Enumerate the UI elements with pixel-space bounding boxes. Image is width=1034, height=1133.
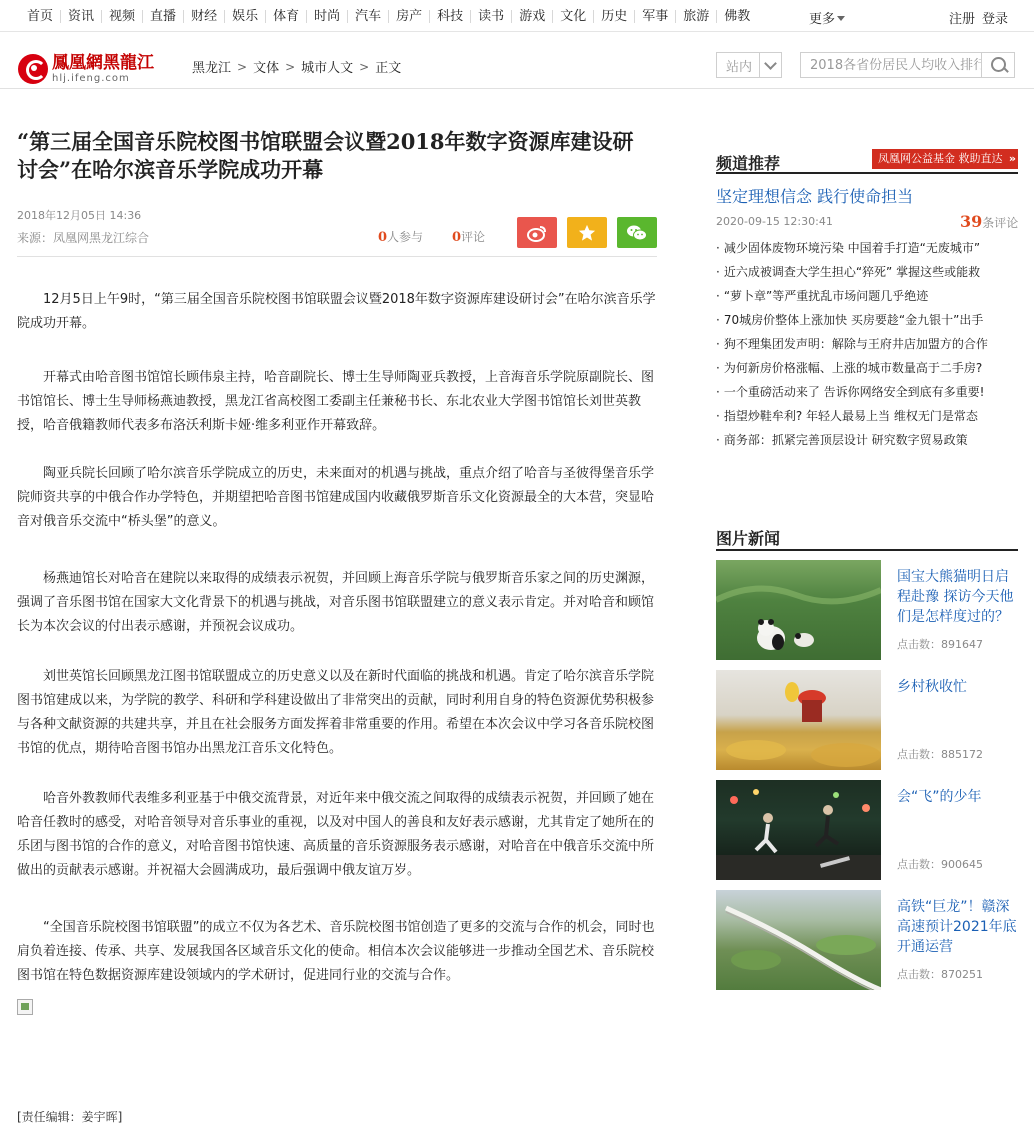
picture-news-list (716, 560, 1018, 1000)
news-list-item[interactable]: · “萝卜章”等严重扰乱市场问题几乎绝迹 (716, 284, 1018, 308)
nav-item-fashion[interactable]: 时尚 (307, 10, 348, 23)
search-scope-label: 站内 (726, 59, 753, 75)
nav-item-video[interactable]: 视频 (102, 10, 143, 23)
news-list-item[interactable]: · 70城房价整体上涨加快 买房要趁“金九银十”出手 (716, 308, 1018, 332)
harvest-photo[interactable] (716, 670, 881, 770)
article-paragraph: 哈音外教教师代表维多利亚基于中俄交流背景，对近年来中俄交流之间取得的成绩表示祝贺，并回顾了她在哈音任教时的感受，对哈音领导对音乐事业的重视，以及对中国人的善良和友好表示感谢，尤其肯定了她所在的乐团与图书馆的合作的意义，对哈音图书馆快速、高质量的音乐资源服务表示感谢，对哈音在中俄音乐交流中所做出的贡献表示感谢。并祝福大会圆满成功，最后强调中俄友谊万岁。 (17, 791, 655, 878)
picture-news-title[interactable]: 国宝大熊猫明日启程赴豫 探访今天他们是怎样度过的？ (897, 569, 1014, 625)
double-chevron-right-icon: » (1008, 152, 1016, 165)
register-link[interactable]: 注册 (948, 12, 975, 27)
search-icon[interactable] (981, 53, 1014, 77)
comments-num: 0 (452, 230, 462, 245)
click-count (897, 636, 983, 652)
news-list-item[interactable]: · 狗不理集团发声明：解除与王府井店加盟方的合作 (716, 332, 1018, 356)
nav-item-game[interactable]: 游戏 (512, 10, 553, 23)
featured-comment-label: 条评论 (982, 216, 1019, 230)
site-logo[interactable] (18, 51, 154, 87)
chevron-down-icon[interactable] (759, 53, 781, 77)
login-link[interactable]: 登录 (981, 12, 1008, 27)
picture-news-title[interactable]: 乡村秋收忙 (897, 679, 967, 695)
picture-news-title[interactable]: 高铁“巨龙”！赣深高速预计2021年底开通运营 (897, 899, 1017, 955)
responsible-editor: [责任编辑：姜宇晖] (17, 1110, 123, 1124)
news-list-item[interactable]: · 一个重磅活动来了 告诉你网络安全到底有多重要! (716, 380, 1018, 404)
chevron-right-icon: > (237, 59, 248, 74)
share-weibo-button[interactable] (517, 217, 557, 248)
picture-news-section (716, 514, 1018, 551)
logo-text (52, 52, 154, 84)
picture-news-item[interactable] (716, 560, 1018, 660)
breadcrumb-item[interactable]: 文体 (253, 61, 280, 76)
article-source: 来源：凤凰网黑龙江综合 (17, 231, 150, 245)
share-wechat-button[interactable] (617, 217, 657, 248)
more-label: 更多 (809, 12, 836, 27)
section-header (716, 514, 1018, 551)
charity-fund-label: 凤凰网公益基金 救助直达 (878, 152, 1003, 165)
click-count (897, 966, 983, 982)
featured-comment-count[interactable] (960, 212, 1018, 231)
nav-item-travel[interactable]: 旅游 (676, 10, 717, 23)
article-meta (17, 207, 657, 251)
news-list-item[interactable]: · 商务部：抓紧完善顶层设计 研究数字贸易政策 (716, 428, 1018, 452)
meta-divider (17, 256, 657, 257)
participants-count[interactable] (378, 228, 423, 245)
featured-news-time: 2020-09-15 12:30:41 (716, 215, 833, 228)
article-paragraph: “全国音乐院校图书馆联盟”的成立不仅为各艺术、音乐院校图书馆创造了更多的交流与合作的机会，同时也肩负着连接、传承、共享、发展我国各区域音乐文化的使命。相信本次会议能够进一步推动全国艺术、音乐院校图书馆在特色数据资源库建设领域内的学术研讨，促进同行业的交流与合作。 (17, 920, 655, 983)
click-count-label: 点击数： (897, 858, 941, 871)
click-count (897, 856, 983, 872)
nav-item-news[interactable]: 资讯 (61, 10, 102, 23)
chevron-right-icon: > (359, 59, 370, 74)
nav-item-culture[interactable]: 文化 (553, 10, 594, 23)
article-paragraph: 12月5日上午9时，“第三届全国音乐院校图书馆联盟会议暨2018年数字资源库建设研讨会”在哈尔滨音乐学院成功开幕。 (17, 292, 656, 331)
channel-nav (17, 0, 757, 32)
news-list-item[interactable]: · 近六成被调查大学生担心“猝死” 掌握这些或能救 (716, 260, 1018, 284)
news-list-item[interactable]: · 减少固体废物环境污染 中国着手打造“无废城市” (716, 236, 1018, 260)
channel-recommend (716, 137, 1018, 174)
comments-label: 评论 (461, 230, 486, 244)
nav-item-house[interactable]: 房产 (389, 10, 430, 23)
weibo-icon (527, 224, 547, 242)
picture-news-item[interactable] (716, 670, 1018, 770)
article-paragraph: 杨燕迪馆长对哈音在建院以来取得的成绩表示祝贺，并回顾上海音乐学院与俄罗斯音乐家之间的历史渊源，强调了音乐图书馆在国家大文化背景下的机遇与挑战，对音乐图书馆联盟建立的意义表示肯定。并对哈音和顾馆长为本次会议的付出表示感谢，并预祝会议成功。 (17, 571, 655, 634)
chevron-right-icon: > (285, 59, 296, 74)
picture-news-item[interactable] (716, 780, 1018, 880)
breadcrumb-item[interactable]: 城市人文 (301, 61, 354, 76)
click-count (897, 746, 983, 762)
nav-item-buddhism[interactable]: 佛教 (724, 8, 751, 24)
site-header (0, 33, 1034, 89)
participants-num: 0 (378, 230, 388, 245)
featured-news-link[interactable]: 坚定理想信念 践行使命担当 (716, 187, 914, 206)
nav-item-book[interactable]: 读书 (471, 10, 512, 23)
click-count-label: 点击数： (897, 638, 941, 651)
article-title: “第三届全国音乐院校图书馆联盟会议暨2018年数字资源库建设研讨会”在哈尔滨音乐学院成功开幕 (17, 129, 634, 182)
picture-news-title[interactable]: 会“飞”的少年 (897, 789, 982, 805)
panda-photo[interactable] (716, 560, 881, 660)
news-list-item[interactable]: · 指望炒鞋牟利? 年轻人最易上当 维权无门是常态 (716, 404, 1018, 428)
breadcrumb-item[interactable]: 黑龙江 (192, 61, 232, 76)
recommend-news-list (716, 236, 1018, 452)
skateboard-photo[interactable] (716, 780, 881, 880)
publish-time: 2018年12月05日 14:36 (17, 209, 142, 222)
section-header (716, 137, 1018, 174)
harvest-illustration (716, 670, 881, 770)
top-nav (0, 0, 1034, 32)
broken-image-icon (17, 999, 33, 1015)
star-icon (578, 224, 596, 242)
logo-en: hlj.ifeng.com (52, 72, 130, 84)
nav-item-military[interactable]: 军事 (635, 10, 676, 23)
article-header (17, 128, 657, 184)
nav-item-live[interactable]: 直播 (143, 10, 184, 23)
click-count-value: 870251 (941, 968, 983, 981)
article-paragraph: 陶亚兵院长回顾了哈尔滨音乐学院成立的历史，未来面对的机遇与挑战，重点介绍了哈音与圣彼得堡音乐学院师资共享的中俄合作办学特色，并期望把哈音图书馆建成国内收藏俄罗斯音乐文化资源最全的大本营，突显哈音对俄音乐交流中“桥头堡”的意义。 (17, 466, 655, 529)
logo-cn: 鳳凰網黑龍江 (52, 52, 154, 73)
section-title: 频道推荐 (716, 154, 781, 173)
breadcrumb (192, 57, 401, 76)
more-menu[interactable] (809, 8, 845, 27)
click-count-value: 891647 (941, 638, 983, 651)
panda-illustration (716, 560, 881, 660)
wechat-icon (626, 224, 648, 242)
nav-item-auto[interactable]: 汽车 (348, 10, 389, 23)
breadcrumb-current: 正文 (375, 61, 402, 76)
search-scope-select[interactable] (716, 52, 782, 78)
nav-item-history[interactable]: 历史 (594, 10, 635, 23)
auth-links (949, 8, 1008, 27)
search-input[interactable] (801, 53, 981, 77)
favorite-button[interactable] (567, 217, 607, 248)
featured-comment-num: 39 (960, 212, 983, 231)
click-count-value: 885172 (941, 748, 983, 761)
participants-label: 人参与 (387, 230, 424, 244)
railway-photo[interactable] (716, 890, 881, 990)
search-box (800, 52, 1015, 78)
charity-fund-banner[interactable] (872, 149, 1018, 169)
chevron-down-icon (837, 16, 845, 21)
click-count-value: 900645 (941, 858, 983, 871)
skateboard-illustration (716, 780, 881, 880)
section-title: 图片新闻 (716, 529, 781, 548)
nav-item-tech[interactable]: 科技 (430, 10, 471, 23)
nav-item-finance[interactable]: 财经 (184, 10, 225, 23)
nav-item-home[interactable]: 首页 (17, 10, 61, 23)
nav-item-sports[interactable]: 体育 (266, 10, 307, 23)
phoenix-logo-icon (18, 54, 48, 84)
picture-news-item[interactable] (716, 890, 1018, 990)
click-count-label: 点击数： (897, 748, 941, 761)
article-paragraph: 开幕式由哈音图书馆馆长顾伟泉主持，哈音副院长、博士生导师陶亚兵教授，上音海音乐学院原副院长、图书馆馆长、博士生导师杨燕迪教授，黑龙江省高校图工委副主任兼秘书长、东北农业大学图书馆馆长刘世英教授，哈音俄籍教师代表多布洛沃利斯卡娅·维多利亚作开幕致辞。 (17, 370, 655, 433)
article-paragraph: 刘世英馆长回顾黑龙江图书馆联盟成立的历史意义以及在新时代面临的挑战和机遇。肯定了哈尔滨音乐学院图书馆建成以来，为学院的教学、科研和学科建设做出了非常突出的贡献，同时利用自身的特色资源优势积极参与各种文献资源的共建共享，并且在社会服务方面发挥着非常重要的作用。希望在本次会议中学习各音乐院校图书馆的优点，期待哈音图书馆办出黑龙江音乐文化特色。 (17, 669, 655, 756)
nav-item-ent[interactable]: 娱乐 (225, 10, 266, 23)
article-body (17, 288, 657, 988)
click-count-label: 点击数： (897, 968, 941, 981)
railway-illustration (716, 890, 881, 990)
news-list-item[interactable]: · 为何新房价格涨幅、上涨的城市数量高于二手房? (716, 356, 1018, 380)
comments-count[interactable] (452, 228, 485, 245)
